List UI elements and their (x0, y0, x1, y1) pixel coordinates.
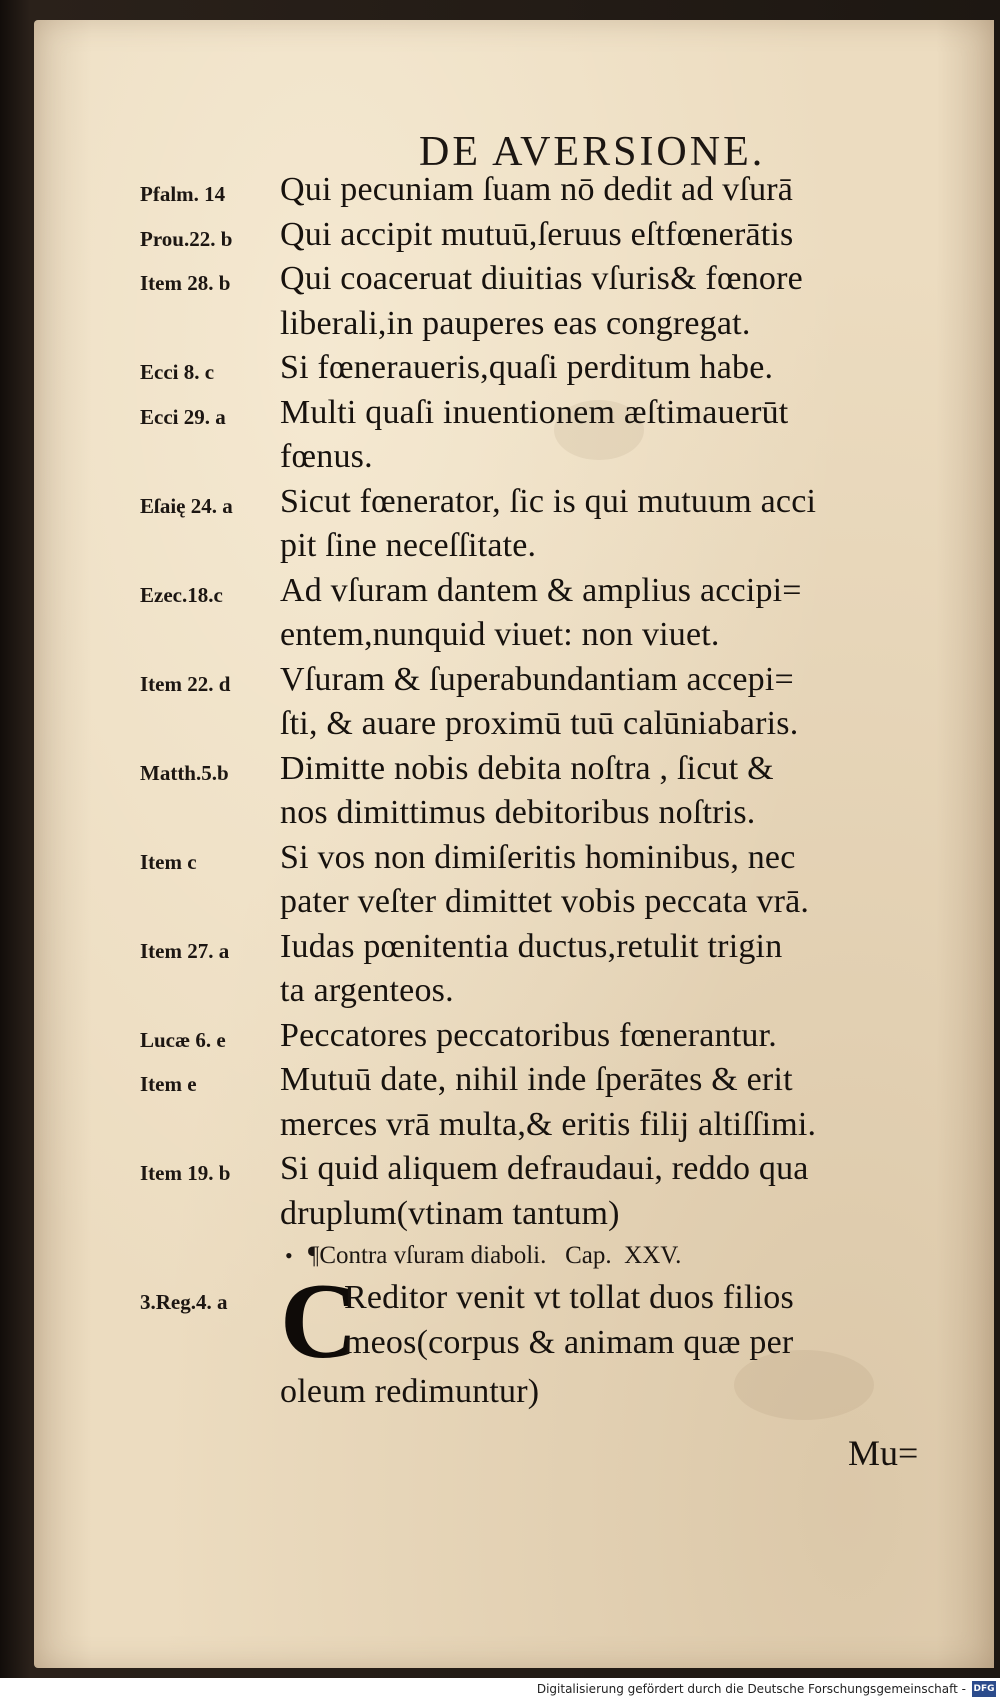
text-line: Mutuū date, nihil inde ſperātes & erit (280, 1061, 793, 1098)
text-line: Si fœneraueris,quaſi perditum habe. (280, 349, 774, 386)
margin-reference: Prou.22. b (140, 226, 233, 251)
footer-credit: Digitalisierung gefördert durch die Deutsche Forschungsgemeinschaft - (536, 1682, 966, 1696)
entry-text (280, 257, 994, 346)
margin-reference: Ezec.18.c (140, 582, 223, 607)
text-line: Sicut fœnerator, ſic is qui mutuum acci (280, 482, 817, 520)
margin-reference: Item 27. a (140, 938, 230, 963)
text-line: druplum(vtinam tantum) (280, 1194, 620, 1232)
entry-text (280, 569, 994, 658)
scripture-entry (34, 1058, 994, 1147)
scripture-entry (34, 925, 994, 1014)
text-line: Vſuram & ſuperabundantiam accepi= (280, 660, 794, 698)
margin-reference: Ecci 29. a (140, 404, 226, 429)
drop-cap-initial: C (280, 1262, 358, 1381)
entry-text (280, 346, 994, 391)
text-line: Iudas pœnitentia ductus,retulit trigin (280, 927, 783, 965)
margin-reference: Item 22. d (140, 671, 231, 696)
dfg-logo: DFG (972, 1681, 996, 1697)
text-line: merces vrā multa,& eritis filij altiſſimi. (280, 1105, 817, 1143)
chapter-heading-text: ¶Contra vſuram diaboli. Cap. XXV. (308, 1242, 682, 1269)
text-line: ta argenteos. (280, 972, 454, 1009)
digitization-footer (0, 1678, 1000, 1703)
entry-text (280, 1014, 994, 1059)
scripture-entry (34, 569, 994, 658)
text-line: nos dimittimus debitoribus noſtris. (280, 794, 756, 831)
text-line: meos(corpus & animam quæ per (344, 1323, 794, 1361)
bullet-mark: • (285, 1243, 293, 1268)
text-line: fœnus. (280, 438, 373, 475)
text-line: pit ſine neceſſitate. (280, 527, 537, 564)
entry-text (280, 391, 994, 480)
scripture-entry (34, 747, 994, 836)
scripture-entries (34, 168, 994, 1415)
margin-reference: Eſaię 24. a (140, 493, 233, 518)
text-line: Qui pecuniam ſuam nō dedit ad vſurā (280, 171, 794, 208)
margin-reference: Item e (140, 1072, 197, 1096)
text-line: Peccatores peccatoribus fœnerantur. (280, 1016, 777, 1054)
entry-text (280, 925, 994, 1014)
scripture-entry (34, 346, 994, 391)
drop-cap-lines (344, 1276, 794, 1365)
entry-text (280, 658, 994, 747)
entry-text (280, 480, 994, 569)
text-line: Si vos non dimiſeritis hominibus, nec (280, 838, 796, 876)
scripture-entry (34, 168, 994, 213)
text-line: entem,nunquid viuet: non viuet. (280, 616, 720, 653)
scripture-entry (34, 836, 994, 925)
margin-reference: Ecci 8. c (140, 360, 215, 384)
text-line: oleum redimuntur) (280, 1373, 540, 1410)
entry-text (280, 747, 994, 836)
scripture-entry (34, 1147, 994, 1236)
margin-reference: Item 28. b (140, 271, 231, 295)
chapter-entry (34, 1262, 994, 1415)
scripture-entry (34, 480, 994, 569)
text-line: liberali,in pauperes eas congregat. (280, 304, 751, 342)
entry-text (280, 1147, 994, 1236)
margin-reference: Item 19. b (140, 1161, 231, 1185)
text-line: ſti, & auare proximū tuū calūniabaris. (280, 705, 799, 742)
text-line: Qui coaceruat diuitias vſuris& fœnore (280, 260, 803, 297)
scripture-entry (34, 391, 994, 480)
catchword: Mu= (848, 1433, 919, 1473)
chapter-text (280, 1262, 994, 1415)
entry-text (280, 836, 994, 925)
text-line: Multi quaſi inuentionem æſtimauerūt (280, 393, 789, 431)
margin-reference: Matth.5.b (140, 760, 229, 785)
margin-reference: Pfalm. 14 (140, 182, 226, 206)
text-line: Qui accipit mutuū,ſeruus eſtfœnerātis (280, 215, 794, 253)
running-head: DE AVERSIONE. (419, 129, 766, 175)
entry-text (280, 168, 994, 213)
text-line: Dimitte nobis debita noſtra , ſicut & (280, 749, 774, 787)
entry-text (280, 1058, 994, 1147)
book-page (34, 20, 994, 1668)
chapter-heading (34, 1236, 994, 1276)
drop-cap-block (280, 1262, 994, 1381)
margin-reference: 3.Reg.4. a (140, 1290, 228, 1314)
scripture-entry (34, 257, 994, 346)
margin-reference: Lucæ 6. e (140, 1027, 226, 1052)
text-line: Reditor venit vt tollat duos filios (344, 1279, 794, 1316)
entry-text (280, 213, 994, 258)
text-line: pater veſter dimittet vobis peccata vrā. (280, 883, 810, 920)
margin-reference: Item c (140, 849, 197, 874)
scripture-entry (34, 213, 994, 258)
text-line: Ad vſuram dantem & amplius accipi= (280, 571, 802, 609)
scripture-entry (34, 1014, 994, 1059)
text-line: Si quid aliquem defraudaui, reddo qua (280, 1150, 809, 1187)
scripture-entry (34, 658, 994, 747)
